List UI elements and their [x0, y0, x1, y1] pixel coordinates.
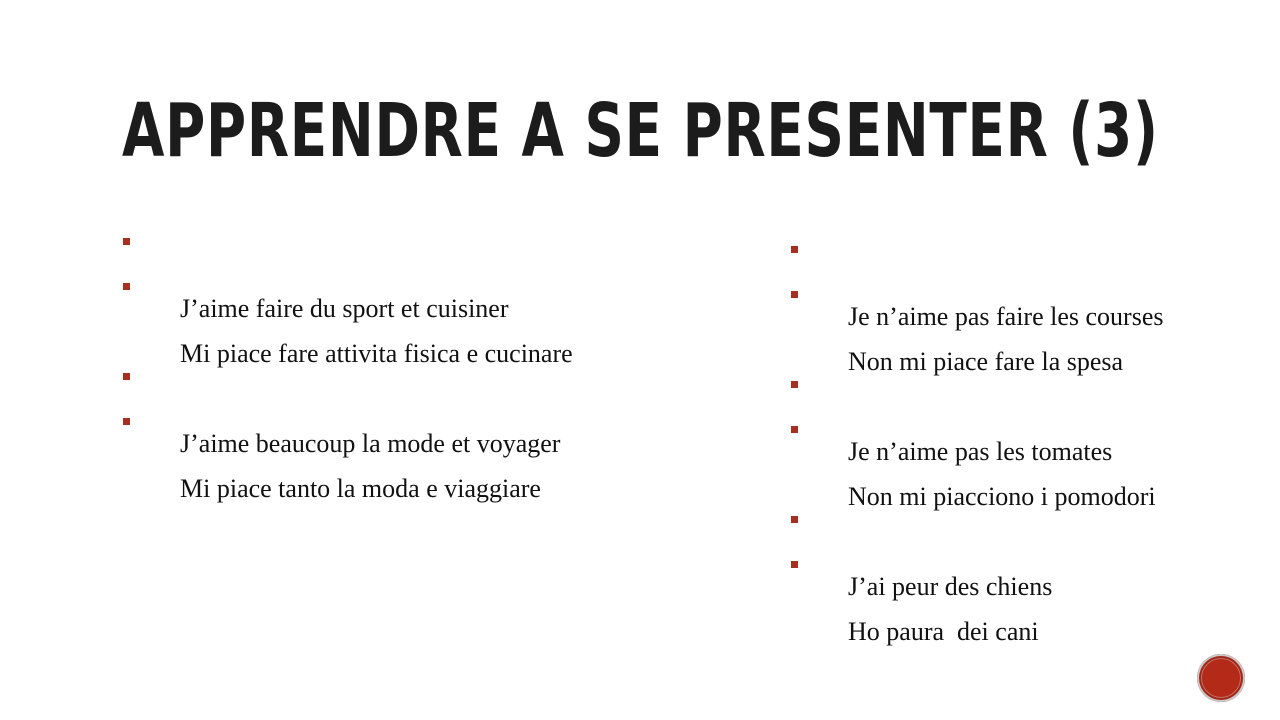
list-item	[122, 359, 712, 458]
list-item	[122, 269, 712, 368]
list-item	[790, 277, 1250, 376]
list-item	[122, 224, 712, 323]
list-item	[790, 412, 1250, 511]
square-bullet-icon	[123, 373, 130, 380]
list-item-text: Mi piace tanto la moda e viaggiare	[180, 474, 541, 503]
list-item-text: Mi piace fare attivita fisica e cucinare	[180, 339, 573, 368]
list-item	[790, 547, 1250, 646]
list-item-text: J’aime beaucoup la mode et voyager	[180, 429, 561, 458]
list-item-text: Ho paura dei cani	[848, 617, 1039, 646]
list-item-text: J’aime faire du sport et cuisiner	[180, 294, 509, 323]
list-item-text: Je n’aime pas faire les courses	[848, 302, 1164, 331]
list-item	[122, 404, 712, 503]
square-bullet-icon	[791, 516, 798, 523]
right-bullet-list	[790, 232, 1250, 646]
slide-title: APPRENDRE A SE PRESENTER (3)	[122, 88, 1159, 174]
square-bullet-icon	[123, 418, 130, 425]
square-bullet-icon	[791, 291, 798, 298]
square-bullet-icon	[791, 426, 798, 433]
square-bullet-icon	[791, 561, 798, 568]
list-item-text: Non mi piacciono i pomodori	[848, 482, 1156, 511]
square-bullet-icon	[791, 381, 798, 388]
list-item	[790, 502, 1250, 601]
square-bullet-icon	[123, 238, 130, 245]
list-item-text: Non mi piace fare la spesa	[848, 347, 1124, 376]
list-item	[790, 232, 1250, 331]
badge-ring-decoration	[1201, 658, 1241, 698]
slide-number-badge[interactable]	[1197, 654, 1245, 702]
list-item-text: J’ai peur des chiens	[848, 572, 1053, 601]
left-bullet-list	[122, 224, 712, 503]
list-item-text: Je n’aime pas les tomates	[848, 437, 1113, 466]
list-item	[790, 367, 1250, 466]
square-bullet-icon	[791, 246, 798, 253]
square-bullet-icon	[123, 283, 130, 290]
